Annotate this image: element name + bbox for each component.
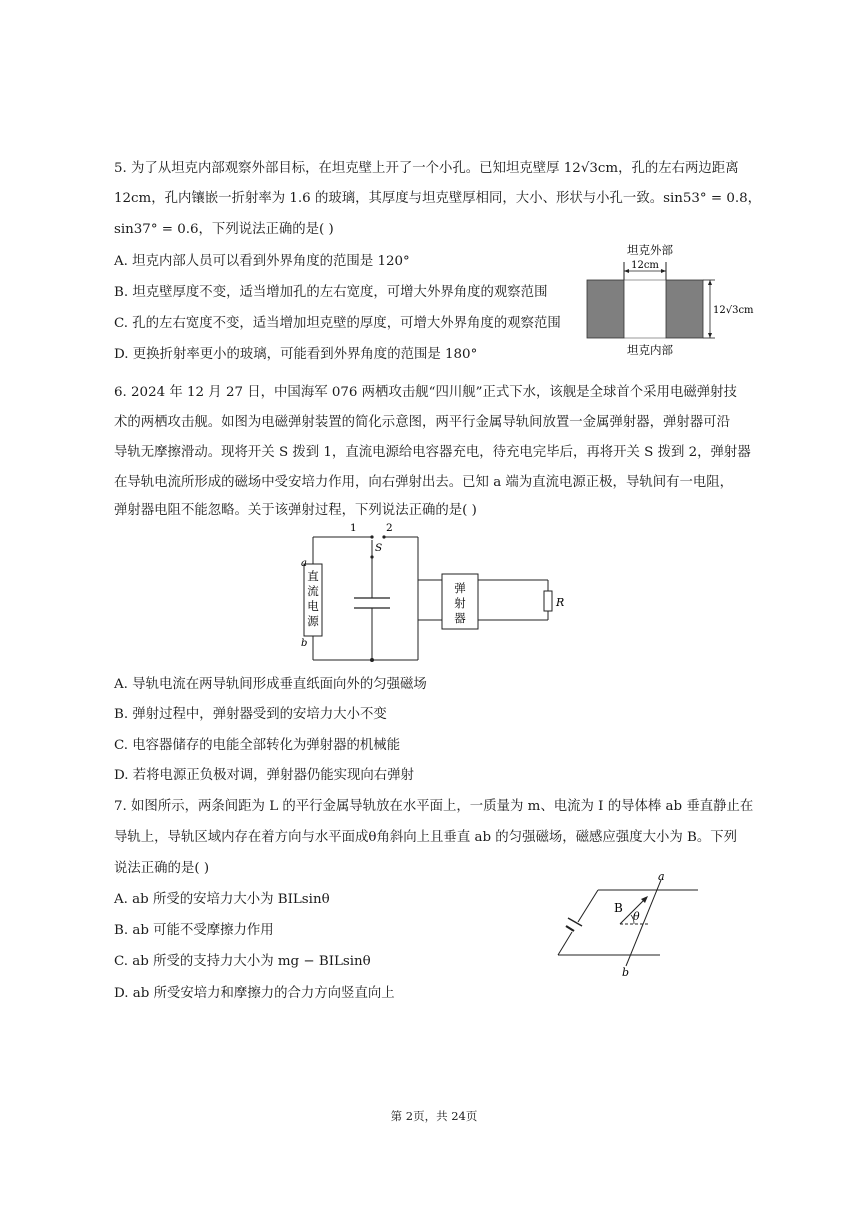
q5-option-c: C. 孔的左右宽度不变，适当增加坦克壁的厚度，可增大外界角度的观察范围 bbox=[114, 316, 561, 331]
q7-option-d: D. ab 所受安培力和摩擦力的合力方向竖直向上 bbox=[114, 986, 395, 1001]
q5-thick-arrow-bottom bbox=[708, 333, 712, 338]
q6-terminal-a: a bbox=[301, 558, 307, 569]
q7-battery-short bbox=[566, 926, 574, 931]
q6-launcher-label: 弹射器 bbox=[454, 581, 466, 625]
q7-field-label: B bbox=[614, 901, 623, 915]
q7-stem-line3: 说法正确的是( ) bbox=[114, 861, 210, 876]
page-footer: 第 2页，共 24页 bbox=[390, 1109, 478, 1123]
q7-option-b: B. ab 可能不受摩擦力作用 bbox=[114, 923, 274, 938]
q5-option-b: B. 坦克壁厚度不变，适当增加孔的左右宽度，可增大外界角度的观察范围 bbox=[114, 285, 548, 300]
q6-stem-line5: 弹射器电阻不能忽略。关于该弹射过程，下列说法正确的是( ) bbox=[114, 503, 477, 518]
q5-tank-wall-figure bbox=[580, 238, 760, 360]
q7-stem-line2: 导轨上，导轨区域内存在着方向与水平面成θ角斜向上且垂直 ab 的匀强磁场，磁感应强度大小为 B。下列 bbox=[114, 830, 738, 845]
q5-inside-label: 坦克内部 bbox=[627, 343, 673, 357]
q5-option-a: A. 坦克内部人员可以看到外界角度的范围是 120° bbox=[114, 254, 410, 269]
q7-left-lower bbox=[558, 932, 572, 955]
q6-stem-line1: 6. 2024 年 12 月 27 日，中国海军 076 两栖攻击舰“四川舰”正式下水，该舰是全球首个采用电磁弹射技 bbox=[114, 385, 737, 400]
q6-stem-line2: 术的两栖攻击舰。如图为电磁弹射装置的简化示意图，两平行金属导轨间放置一金属弹射器，弹射器可沿 bbox=[114, 415, 730, 430]
q5-dim-arrow-left bbox=[624, 269, 629, 273]
q7-angle-label: θ bbox=[633, 910, 640, 923]
q7-option-c: C. ab 所受的支持力大小为 mg − BILsinθ bbox=[114, 954, 371, 969]
q6-switch-label: S bbox=[375, 542, 383, 554]
q5-thickness-label: 12√3cm bbox=[713, 305, 754, 316]
q5-thick-arrow-top bbox=[708, 280, 712, 285]
q5-option-d: D. 更换折射率更小的玻璃，可能看到外界角度的范围是 180° bbox=[114, 347, 478, 362]
q6-circuit-figure bbox=[280, 520, 580, 670]
q6-stem-line3: 导轨无摩擦滑动。现将开关 S 拨到 1，直流电源给电容器充电，待充电完毕后，再将开关 S 拨到 2，弹射器 bbox=[114, 445, 751, 460]
q7-left-upper bbox=[578, 890, 598, 922]
q6-junction-dot bbox=[370, 658, 374, 662]
q6-resistor bbox=[544, 591, 552, 611]
q7-end-b: b bbox=[622, 966, 630, 978]
q6-option-c: C. 电容器储存的电能全部转化为弹射器的机械能 bbox=[114, 738, 401, 753]
q6-switch-pos2: 2 bbox=[386, 522, 393, 534]
q6-stem-line4: 在导轨电流所形成的磁场中受安培力作用，向右弹射出去。已知 a 端为直流电源正极，导轨间有一电阻， bbox=[114, 475, 734, 490]
q6-source-label: 直流电源 bbox=[307, 569, 319, 628]
q5-dim-arrow-right bbox=[661, 269, 666, 273]
q6-switch-pos1: 1 bbox=[350, 522, 357, 534]
q7-stem-line1: 7. 如图所示，两条间距为 L 的平行金属导轨放在水平面上，一质量为 m、电流为 I 的导体棒 ab 垂直静止在 bbox=[114, 799, 754, 814]
q7-rail-figure bbox=[550, 868, 710, 978]
q5-wall-left bbox=[587, 280, 624, 338]
q5-stem-line1: 5. 为了从坦克内部观察外部目标，在坦克壁上开了一个小孔。已知坦克壁厚 12√3cm，孔的左右两边距离 bbox=[114, 161, 739, 176]
q5-stem-line3: sin37° = 0.6，下列说法正确的是( ) bbox=[114, 222, 334, 237]
q6-option-b: B. 弹射过程中，弹射器受到的安培力大小不变 bbox=[114, 707, 387, 722]
q5-width-label: 12cm bbox=[631, 260, 659, 271]
q5-wall-right bbox=[666, 280, 703, 338]
q7-option-a: A. ab 所受的安培力大小为 BILsinθ bbox=[114, 892, 330, 907]
q6-resistor-label: R bbox=[556, 596, 565, 609]
q7-rod-ab bbox=[626, 880, 661, 966]
q6-option-d: D. 若将电源正负极对调，弹射器仍能实现向右弹射 bbox=[114, 768, 414, 783]
q6-option-a: A. 导轨电流在两导轨间形成垂直纸面向外的匀强磁场 bbox=[114, 677, 427, 692]
q5-outside-label: 坦克外部 bbox=[627, 243, 673, 257]
q6-terminal-b: b bbox=[301, 638, 308, 649]
q5-stem-line2: 12cm，孔内镶嵌一折射率为 1.6 的玻璃，其厚度与坦克壁厚相同，大小、形状与小孔一致。sin53° = 0.8， bbox=[114, 191, 762, 206]
q7-end-a: a bbox=[658, 870, 665, 883]
